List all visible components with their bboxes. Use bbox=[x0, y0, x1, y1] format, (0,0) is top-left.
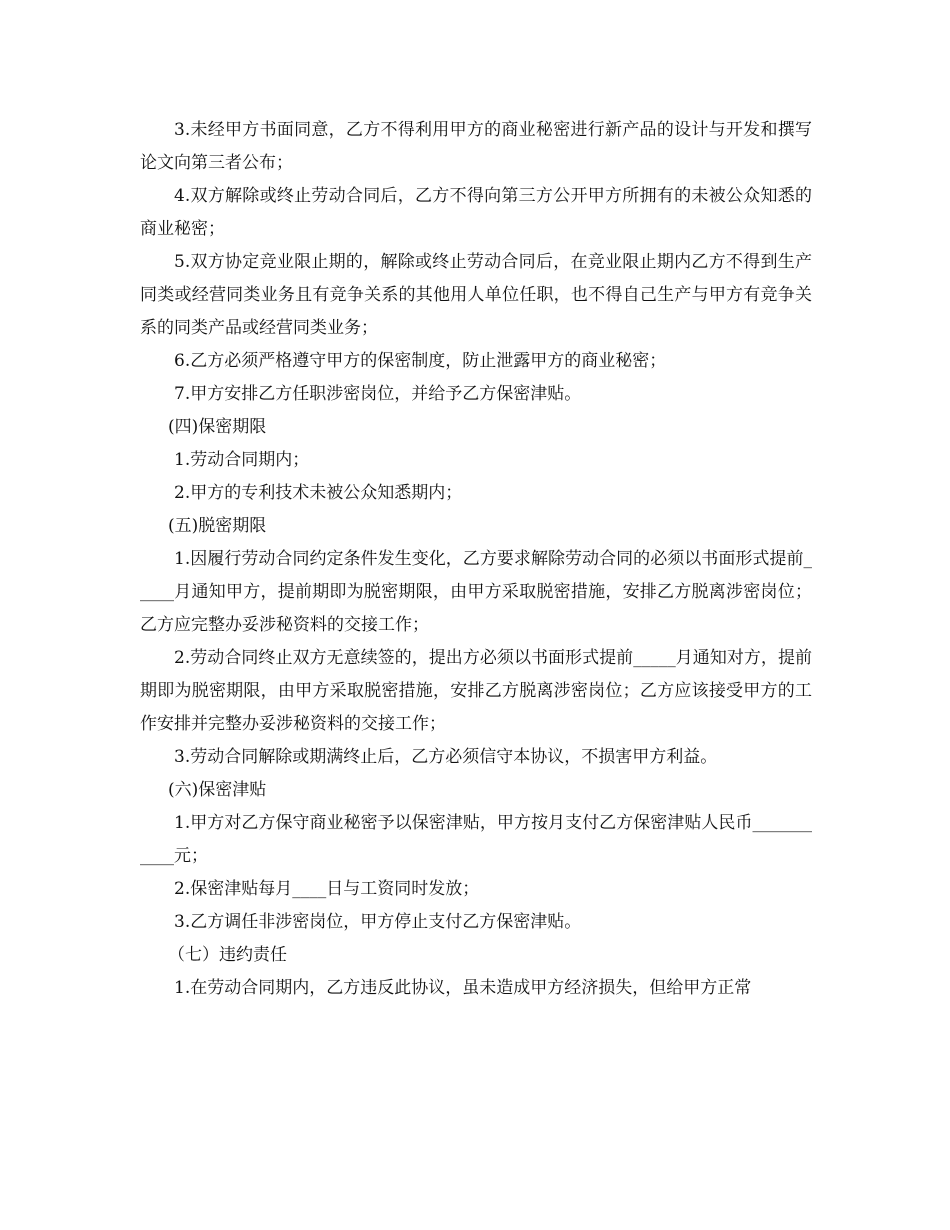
declass-item-2: 2.劳动合同终止双方无意续签的，提出方必须以书面形式提前_____月通知对方，提前期即为脱密期限，由甲方采取脱密措施，安排乙方脱离涉密岗位；乙方应该接受甲方的工作安排并完整办妥涉秘资料的交接工作； bbox=[140, 648, 812, 734]
allowance-item-2: 2.保密津贴每月____日与工资同时发放； bbox=[174, 879, 480, 899]
declass-item-3: 3.劳动合同解除或期满终止后，乙方必须信守本协议，不损害甲方利益。 bbox=[174, 747, 718, 767]
clause-5-non-compete: 5.双方协定竞业限止期的，解除或终止劳动合同后，在竞业限止期内乙方不得到生产同类或经营同类业务且有竞争关系的其他用人单位任职，也不得自己生产与甲方有竞争关系的同类产品或经营同类业务； bbox=[140, 252, 812, 338]
section-heading-declassification-period: (五)脱密期限 bbox=[168, 516, 267, 536]
period-item-2: 2.甲方的专利技术未被公众知悉期内； bbox=[174, 483, 463, 503]
declass-item-1: 1.因履行劳动合同约定条件发生变化，乙方要求解除劳动合同的必须以书面形式提前_____月通知甲方，提前期即为脱密期限，由甲方采取脱密措施，安排乙方脱离涉密岗位；乙方应完整办妥涉秘资料的交接工作； bbox=[140, 549, 812, 635]
allowance-item-1: 1.甲方对乙方保守商业秘密予以保密津贴，甲方按月支付乙方保密津贴人民币___________元； bbox=[140, 813, 812, 866]
clause-6-comply: 6.乙方必须严格遵守甲方的保密制度，防止泄露甲方的商业秘密； bbox=[174, 351, 667, 371]
section-heading-confidentiality-period: (四)保密期限 bbox=[168, 417, 267, 437]
document-page bbox=[140, 114, 812, 1005]
clause-3-no-misuse: 3.未经甲方书面同意，乙方不得利用甲方的商业秘密进行新产品的设计与开发和撰写论文向第三者公布； bbox=[140, 120, 812, 173]
clause-4-no-disclosure: 4.双方解除或终止劳动合同后，乙方不得向第三方公开甲方所拥有的未被公众知悉的商业秘密； bbox=[140, 186, 812, 239]
section-heading-liability: （七）违约责任 bbox=[168, 945, 287, 965]
period-item-1: 1.劳动合同期内； bbox=[174, 450, 310, 470]
clause-7-allowance: 7.甲方安排乙方任职涉密岗位，并给予乙方保密津贴。 bbox=[174, 384, 582, 404]
section-heading-allowance: (六)保密津贴 bbox=[168, 780, 267, 800]
liability-item-1: 1.在劳动合同期内，乙方违反此协议，虽未造成甲方经济损失，但给甲方正常 bbox=[174, 978, 752, 998]
allowance-item-3: 3.乙方调任非涉密岗位，甲方停止支付乙方保密津贴。 bbox=[174, 912, 582, 932]
